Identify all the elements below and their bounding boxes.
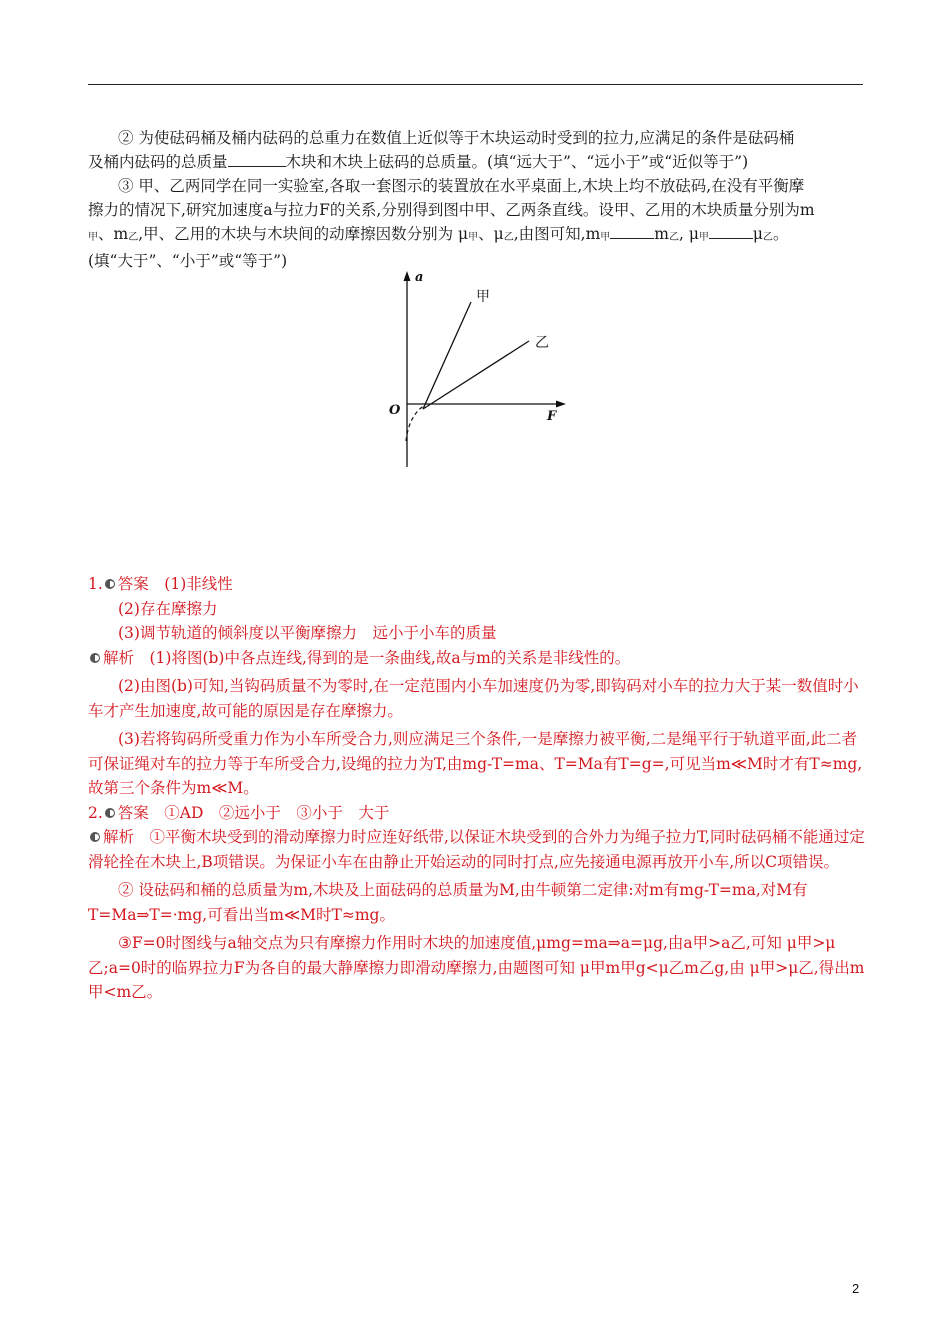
- answer-section: [88, 572, 868, 1005]
- answer-1-header: 1. 答案 (1)非线性: [88, 575, 233, 593]
- answer-2-header: 2. 答案 ①AD ②远小于 ③小于 大于: [88, 803, 390, 822]
- question-item-3-line4: (填“大于”、“小于”或“等于”): [88, 252, 288, 270]
- header-rule: [88, 84, 863, 85]
- origin-label: O: [389, 403, 401, 418]
- line-yi-label: 乙: [535, 335, 549, 351]
- answer-blank[interactable]: [610, 222, 654, 239]
- f-axis-arrow: [556, 401, 566, 408]
- answer-1-line3: (3)调节轨道的倾斜度以平衡摩擦力 远小于小车的质量: [118, 624, 497, 642]
- a-F-graph: [385, 265, 575, 475]
- question-block: [88, 126, 868, 273]
- explanation-1-para2: (2)由图(b)可知,当钩码质量不为零时,在一定范围内小车加速度仍为零,即钩码对小车的拉力大于某一数值时小车才产生加速度,故可能的原因是存在摩擦力。: [88, 677, 859, 720]
- answer-bullet-icon: [105, 579, 115, 589]
- question-item-3-line1: ③ 甲、乙两同学在同一实验室,各取一套图示的装置放在水平桌面上,木块上均不放砝码,在没有平衡摩: [118, 177, 805, 195]
- a-axis-label: a: [415, 270, 424, 285]
- explanation-1-header: 解析 (1)将图(b)中各点连线,得到的是一条曲线,故a与m的关系是非线性的。: [88, 646, 868, 671]
- question-item-2-line2: 及桶内砝码的总质量 木块和木块上砝码的总质量。(填“远大于”、“远小于”或“近似等于”): [88, 150, 868, 174]
- dashed-curve: [406, 405, 425, 441]
- explanation-2-para2: ② 设砝码和桶的总质量为m,木块及上面砝码的总质量为M,由牛顿第二定律:对m有mg-T=ma,对M有T=Ma⇒T=·mg,可看出当m≪M时T≈mg。: [88, 881, 808, 924]
- answer-blank[interactable]: [709, 222, 753, 239]
- answer-1-line2: (2)存在摩擦力: [118, 599, 218, 618]
- explanation-2-header: 解析 ①平衡木块受到的滑动摩擦力时应连好纸带,以保证木块受到的合外力为绳子拉力T,同时砝码桶不能通过定滑轮拴在木块上,B项错误。为保证小车在由静止开始运动的同时打点,应先接通电源再放开小车,所以C项错误。: [88, 828, 865, 871]
- f-axis-label: F: [547, 409, 557, 424]
- explanation-2-para3: ③F=0时图线与a轴交点为只有摩擦力作用时木块的加速度值,μmg=ma⇒a=μg,由a甲>a乙,可知 μ甲>μ乙;a=0时的临界拉力F为各自的最大静摩擦力即滑动摩擦力,由题图可知 μ甲m甲g<μ乙m乙g,由 μ甲>μ乙,得出m甲<m乙。: [88, 934, 865, 1001]
- page-number: 2: [852, 1281, 860, 1296]
- question-item-2-line1: ② 为使砝码桶及桶内砝码的总重力在数值上近似等于木块运动时受到的拉力,应满足的条件是砝码桶: [118, 129, 795, 147]
- question-item-3-line2: 擦力的情况下,研究加速度a与拉力F的关系,分别得到图中甲、乙两条直线。设甲、乙用的木块质量分别为m: [88, 201, 815, 219]
- explanation-1-para3: (3)若将钩码所受重力作为小车所受合力,则应满足三个条件,一是摩擦力被平衡,二是绳平行于轨道平面,此二者可保证绳对车的拉力等于车所受合力,设绳的拉力为T,由mg-T=ma、T=Ma有T=g=,可见当m≪M时才有T≈mg,故第三个条件为m≪M。: [88, 730, 863, 797]
- answer-blank[interactable]: [228, 150, 286, 167]
- question-item-3-line3: $_甲$、$m_乙$,甲、乙用的木块与木块间的动摩擦因数分别为 $\mu_甲$、$\mu_乙$,由图可知$,m_甲$ $m_乙$, $\mu_甲$ $\mu_乙$。: [88, 222, 868, 249]
- explanation-bullet-icon: [90, 832, 100, 842]
- explanation-bullet-icon: [90, 653, 100, 663]
- line-jia-label: 甲: [476, 289, 490, 305]
- answer-bullet-icon: [105, 808, 115, 818]
- a-axis-arrow: [404, 271, 411, 281]
